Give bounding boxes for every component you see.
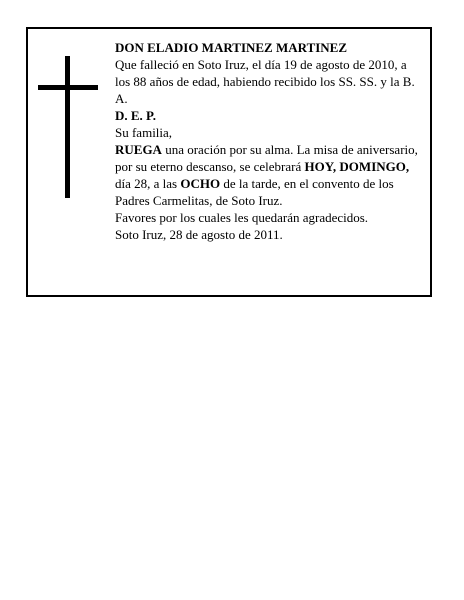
dep-line: D. E. P. [115, 108, 157, 123]
ruega-word: RUEGA [115, 142, 162, 157]
notice-text [115, 39, 425, 243]
place-text: de la tarde, en el convento de los Padres Carmelitas, de Soto Iruz. [115, 176, 394, 208]
cross-vertical-bar [65, 56, 70, 198]
thanks-line: Favores por los cuales les quedarán agradecidos. [115, 210, 369, 225]
obituary-notice [26, 27, 432, 297]
date-text: día 28, a las [115, 176, 181, 191]
hoy-domingo: HOY, DOMINGO, [304, 159, 410, 174]
prayer-text: una oración por su alma. La misa de aniversario, por su eterno descanso, se celebrará [115, 142, 418, 174]
cross-icon [38, 56, 98, 198]
mass-announcement [115, 141, 425, 209]
signoff-line: Soto Iruz, 28 de agosto de 2011. [115, 227, 283, 242]
cross-horizontal-bar [38, 85, 98, 90]
deceased-name: DON ELADIO MARTINEZ MARTINEZ [115, 40, 348, 55]
death-details: Que falleció en Soto Iruz, el día 19 de agosto de 2010, a los 88 años de edad, habiendo recibido los SS. SS. y la B. A. [115, 57, 415, 106]
family-line: Su familia, [115, 125, 173, 140]
ocho-word: OCHO [180, 176, 221, 191]
